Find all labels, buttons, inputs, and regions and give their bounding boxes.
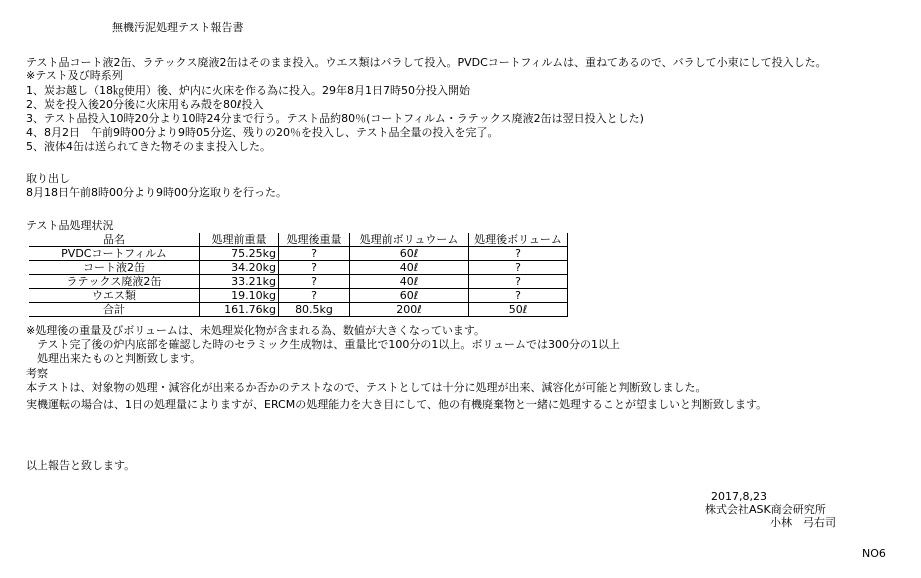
table-row [29,275,568,289]
company-name: 株式会社ASK商会研究所 [705,503,826,516]
table-cell: 合計 [29,303,200,317]
table-cell: 75.25kg [200,247,279,261]
table-cell: 80.5kg [279,303,350,317]
author-name: 小林 弓右司 [770,516,836,529]
discussion-line: 実機運転の場合は、1日の処理量によりますが、ERCMの処理能力を大き目にして、他の有機廃棄物と一緒に処理することが望ましいと判断致します。 [26,398,768,411]
column-header: 品名 [29,233,200,247]
column-header: 処理後重量 [279,233,350,247]
column-header: 処理後ボリューム [469,233,568,247]
table-cell: コート液2缶 [29,261,200,275]
column-header: 処理前重量 [200,233,279,247]
table-cell: ? [469,247,568,261]
closing-text: 以上報告と致します。 [26,459,136,472]
table-cell: ? [279,247,350,261]
table-cell: 60ℓ [350,247,469,261]
table-header-row [29,233,568,247]
table-row [29,261,568,275]
table-row [29,247,568,261]
table-cell: 50ℓ [469,303,568,317]
table-cell: 34.20kg [200,261,279,275]
table-cell: 200ℓ [350,303,469,317]
table-cell: 161.76kg [200,303,279,317]
report-date: 2017,8,23 [711,490,767,503]
timeline-item: 2、炭を投入後20分後に火床用もみ殻を80ℓ投入 [26,98,264,111]
table-cell: 33.21kg [200,275,279,289]
timeline-heading: ※テスト及び時系列 [26,69,123,82]
table-cell: ラテックス廃液2缶 [29,275,200,289]
table-cell: ? [279,289,350,303]
page-number: NO6 [862,547,886,560]
timeline-item: 1、炭お越し（18㎏使用）後、炉内に火床を作る為に投入。29年8月1日7時50分投入開始 [26,84,470,97]
table-cell: ? [279,261,350,275]
timeline-item: 3、テスト品投入10時20分より10時24分まで行う。テスト品約80％(コートフィルム・ラテックス廃液2缶は翌日投入とした) [26,112,644,125]
note-line: 処理出来たものと判断致します。 [26,352,202,365]
table-total-row [29,303,568,317]
table-cell: 19.10kg [200,289,279,303]
discussion-line: 本テストは、対象物の処理・減容化が出来るか否かのテストなので、テストとしては十分に処理が出来、減容化が可能と判断致しました。 [26,381,707,394]
table-cell: ? [469,275,568,289]
table-cell: ウエス類 [29,289,200,303]
table-row [29,289,568,303]
removal-text: 8月18日午前8時00分より9時00分迄取りを行った。 [26,186,287,199]
table-cell: 60ℓ [350,289,469,303]
table-cell: 40ℓ [350,261,469,275]
timeline-item: 5、液体4缶は送られてきた物そのまま投入した。 [26,140,271,153]
note-line: テスト完了後の炉内底部を確認した時のセラミック生成物は、重量比で100分の1以上。ボリュームでは300分の1以上 [26,338,620,351]
removal-heading: 取り出し [26,172,70,185]
table-cell: ? [279,275,350,289]
test-processing-table [29,233,568,317]
table-caption: テスト品処理状況 [26,219,114,232]
intro-paragraph: テスト品コート液2缶、ラテックス廃液2缶はそのまま投入。ウエス類はバラして投入。PVDCコートフィルムは、重ねてあるので、バラして小束にして投入した。 [26,56,827,69]
note-line: ※処理後の重量及びボリュームは、未処理炭化物が含まれる為、数値が大きくなっています。 [26,324,486,337]
table-cell: PVDCコートフィルム [29,247,200,261]
discussion-heading: 考察 [26,367,48,380]
timeline-item: 4、8月2日 午前9時00分より9時05分迄、残りの20％を投入し、テスト品全量の投入を完了。 [26,126,499,139]
table-cell: 40ℓ [350,275,469,289]
table-cell: ? [469,261,568,275]
table-cell: ? [469,289,568,303]
document-title: 無機汚泥処理テスト報告書 [112,21,244,34]
column-header: 処理前ボリュウーム [350,233,469,247]
